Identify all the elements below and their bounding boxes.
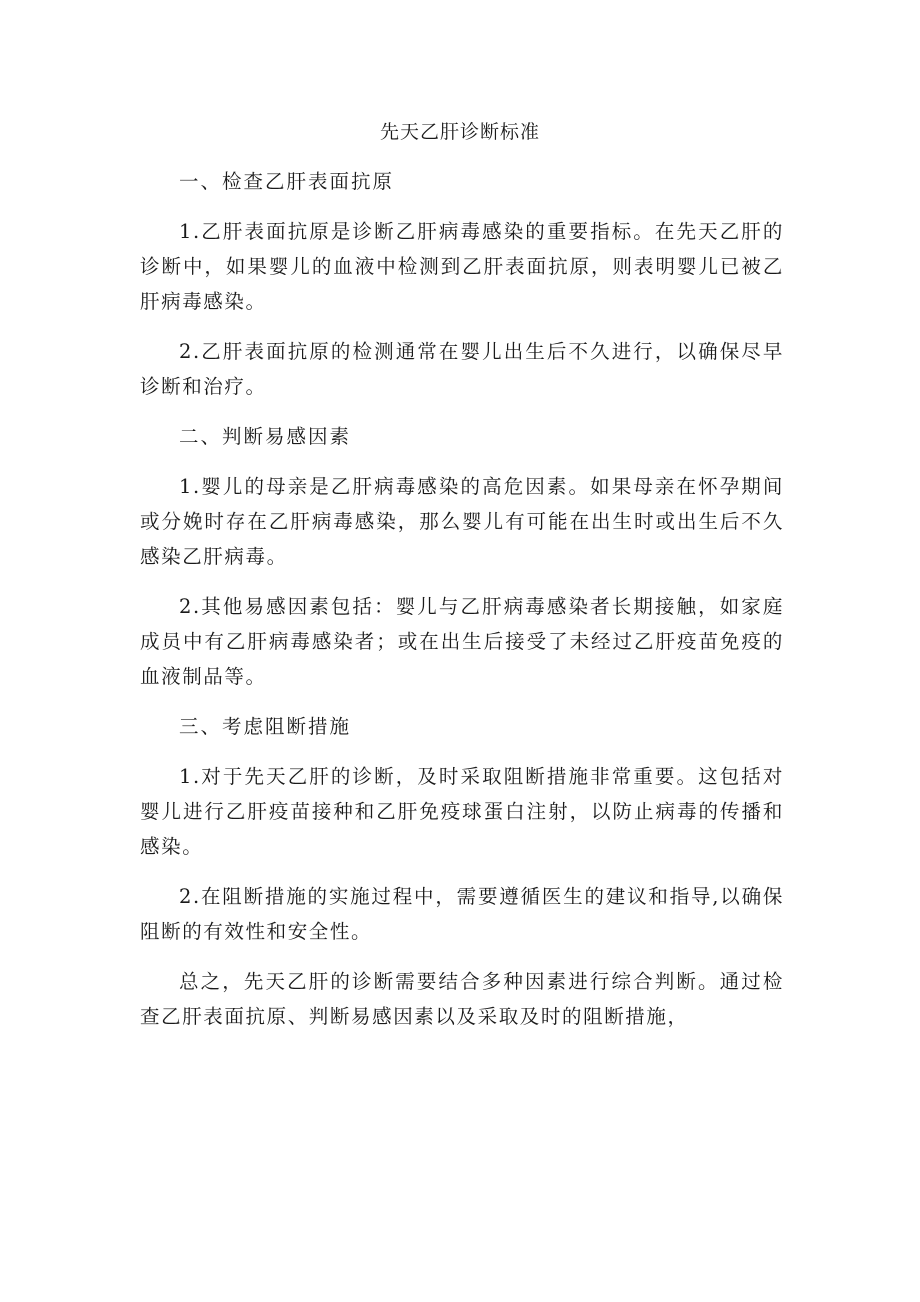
section-1-paragraph-2: 2.乙肝表面抗原的检测通常在婴儿出生后不久进行，以确保尽早诊断和治疗。 [140,340,784,398]
section-1-heading: 一、检查乙肝表面抗原 [179,170,395,193]
section-2-heading: 二、判断易感因素 [179,425,352,448]
section-3-paragraph-2: 2.在阻断措施的实施过程中，需要遵循医生的建议和指导,以确保阻断的有效性和安全性。 [140,885,784,943]
section-1-paragraph-1: 1.乙肝表面抗原是诊断乙肝病毒感染的重要指标。在先天乙肝的诊断中，如果婴儿的血液中检测到乙肝表面抗原，则表明婴儿已被乙肝病毒感染。 [140,220,784,313]
section-3-paragraph-1: 1.对于先天乙肝的诊断，及时采取阻断措施非常重要。这包括对婴儿进行乙肝疫苗接种和乙肝免疫球蛋白注射，以防止病毒的传播和感染。 [140,765,784,858]
document-body [140,164,784,1049]
document-title: 先天乙肝诊断标准 [379,121,540,143]
section-2-paragraph-1: 1.婴儿的母亲是乙肝病毒感染的高危因素。如果母亲在怀孕期间或分娩时存在乙肝病毒感染，那么婴儿有可能在出生时或出生后不久感染乙肝病毒。 [140,475,784,568]
section-2-paragraph-2: 2.其他易感因素包括：婴儿与乙肝病毒感染者长期接触，如家庭成员中有乙肝病毒感染者；或在出生后接受了未经过乙肝疫苗免疫的血液制品等。 [140,595,784,688]
section-3-heading: 三、考虑阻断措施 [179,715,352,738]
conclusion-paragraph: 总之，先天乙肝的诊断需要结合多种因素进行综合判断。通过检查乙肝表面抗原、判断易感因素以及采取及时的阻断措施， [140,970,784,1028]
